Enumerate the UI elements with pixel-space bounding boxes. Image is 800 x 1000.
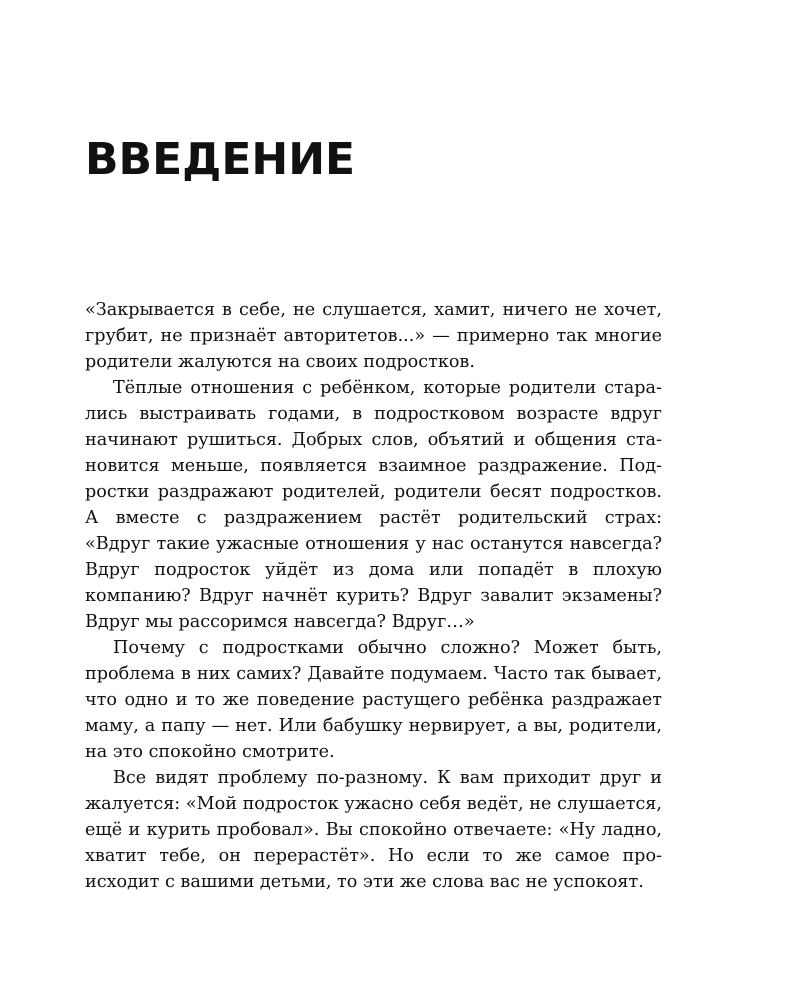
paragraph-3: Почему с подростками обычно сложно? Может быть, проблема в них самих? Давайте подумаем. Часто так бывает, что одно и то же поведение растущего ребёнка раздражает маму, а папу — нет. Или бабушку нервирует, а вы, родители, на это спокойно смотрите. — [85, 638, 662, 762]
chapter-title: ВВЕДЕНИЕ — [85, 134, 356, 185]
paragraph-4: Все видят проблему по-разному. К вам приходит друг и жалуется: «Мой подросток ужасно себя ведёт, не слушается, ещё и курить пробовал». Вы спокойно отвечаете: «Ну ладно, хватит тебе, он перерастёт». Но если то же самое происходит с вашими детьми, то эти же слова вас не успокоят. — [85, 768, 662, 892]
paragraph-2: Тёплые отношения с ребёнком, которые родители старались выстраивать годами, в подростковом возрасте вдруг начинают рушиться. Добрых слов, объятий и общения становится меньше, появляется взаимное раздражение. Подростки раздражают родителей, родители бесят подростков. А вместе с раздражением растёт родительский страх: «Вдруг такие ужасные отношения у нас останутся навсегда? Вдруг подросток уйдёт из дома или попадёт в плохую компанию? Вдруг начнёт курить? Вдруг завалит экзамены? Вдруг мы рассоримся навсегда? Вдруг…» — [85, 378, 662, 632]
chapter-body — [85, 297, 662, 895]
paragraph-1: «Закрывается в себе, не слушается, хамит, ничего не хочет, грубит, не признаёт авторитетов...» — примерно так многие родители жалуются на своих подростков. — [85, 300, 662, 372]
